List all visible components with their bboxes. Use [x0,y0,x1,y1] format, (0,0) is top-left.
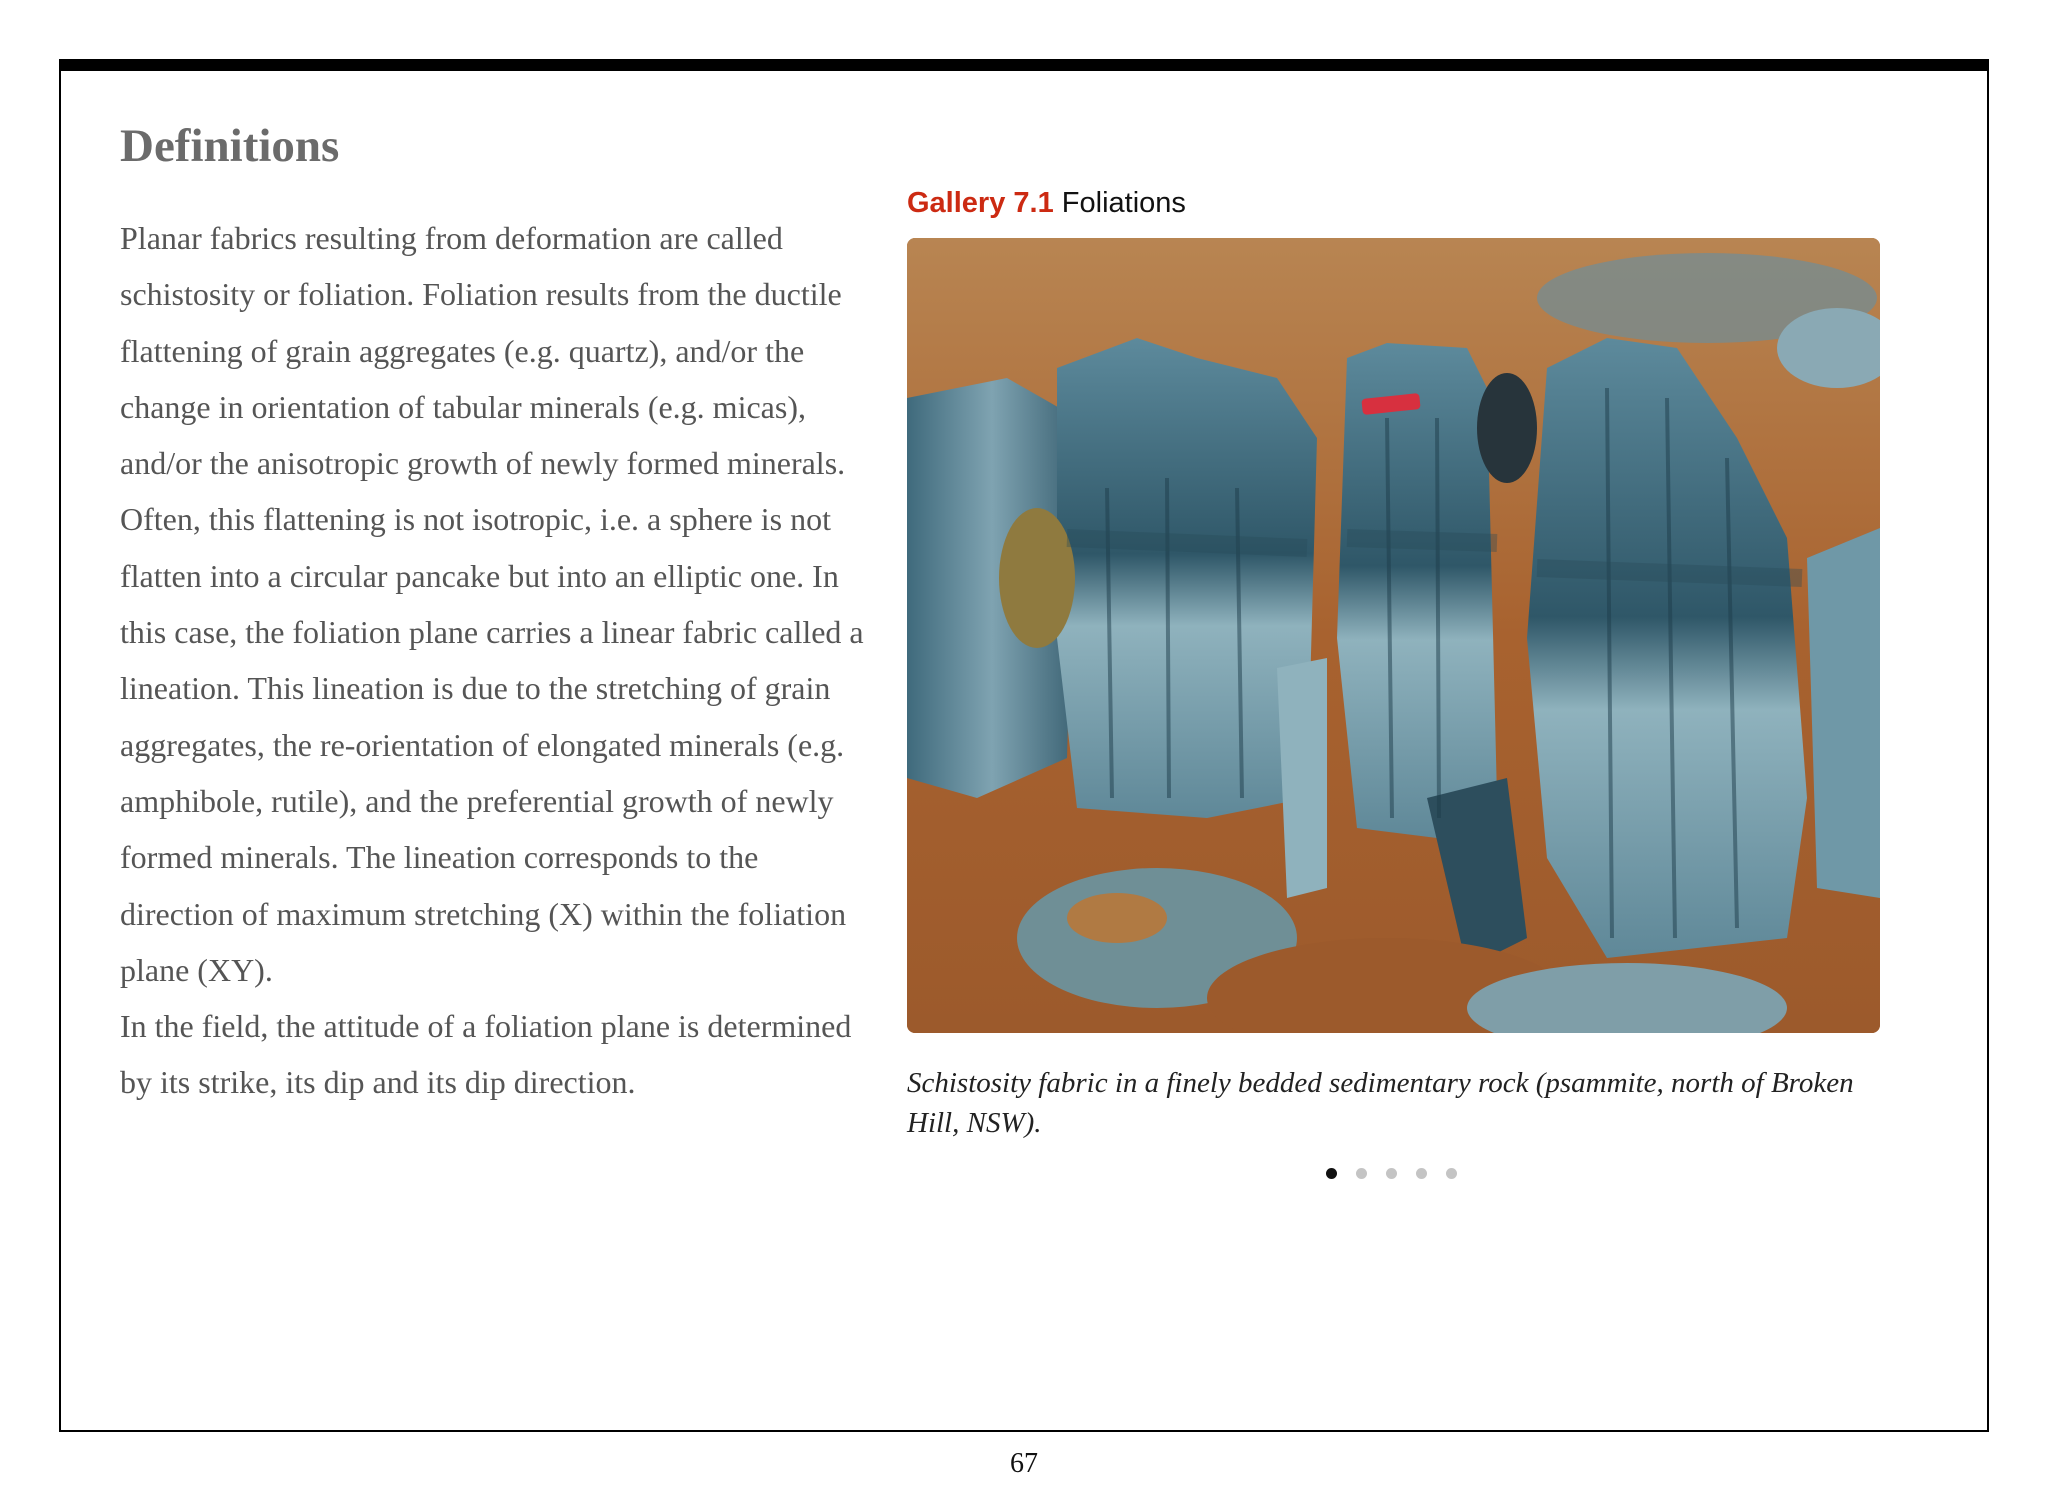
gallery-dot-2[interactable] [1356,1168,1367,1179]
rock-outcrop-photo [907,238,1880,1033]
gallery-dot-3[interactable] [1386,1168,1397,1179]
gallery-title: Foliations [1061,187,1186,219]
gallery-label [907,183,1186,223]
body-paragraph-2: In the field, the attitude of a foliation plane is determined by its strike, its dip and its dip direction. [120,1008,852,1101]
gallery-dot-1[interactable] [1326,1168,1337,1179]
gallery-dot-5[interactable] [1446,1168,1457,1179]
body-paragraph-1: Planar fabrics resulting from deformation are called schistosity or foliation. Foliation results from the ductile flattening of grain aggregates (e.g. quartz), and/or the change in orientation of tabular minerals (e.g. micas), and/or the anisotropic growth of newly formed minerals. Often, this flattening is not isotropic, i.e. a sphere is not flatten into a circular pancake but into an elliptic one. In this case, the foliation plane carries a linear fabric called a lineation. This lineation is due to the stretching of grain aggregates, the re-orientation of elongated minerals (e.g. amphibole, rutile), and the preferential growth of newly formed minerals. The lineation corresponds to the direction of maximum stretching (X) within the foliation plane (XY). [120,220,864,988]
gallery-dot-4[interactable] [1416,1168,1427,1179]
section-title: Definitions [120,120,340,172]
gallery-photo[interactable] [907,238,1880,1033]
gallery-number: Gallery 7.1 [907,187,1054,219]
page-number: 67 [1010,1448,1038,1479]
gallery-pagination [1326,1168,1457,1179]
body-text [120,210,872,1111]
gallery-caption: Schistosity fabric in a finely bedded sedimentary rock (psammite, north of Broken Hill, NSW). [907,1067,1854,1139]
